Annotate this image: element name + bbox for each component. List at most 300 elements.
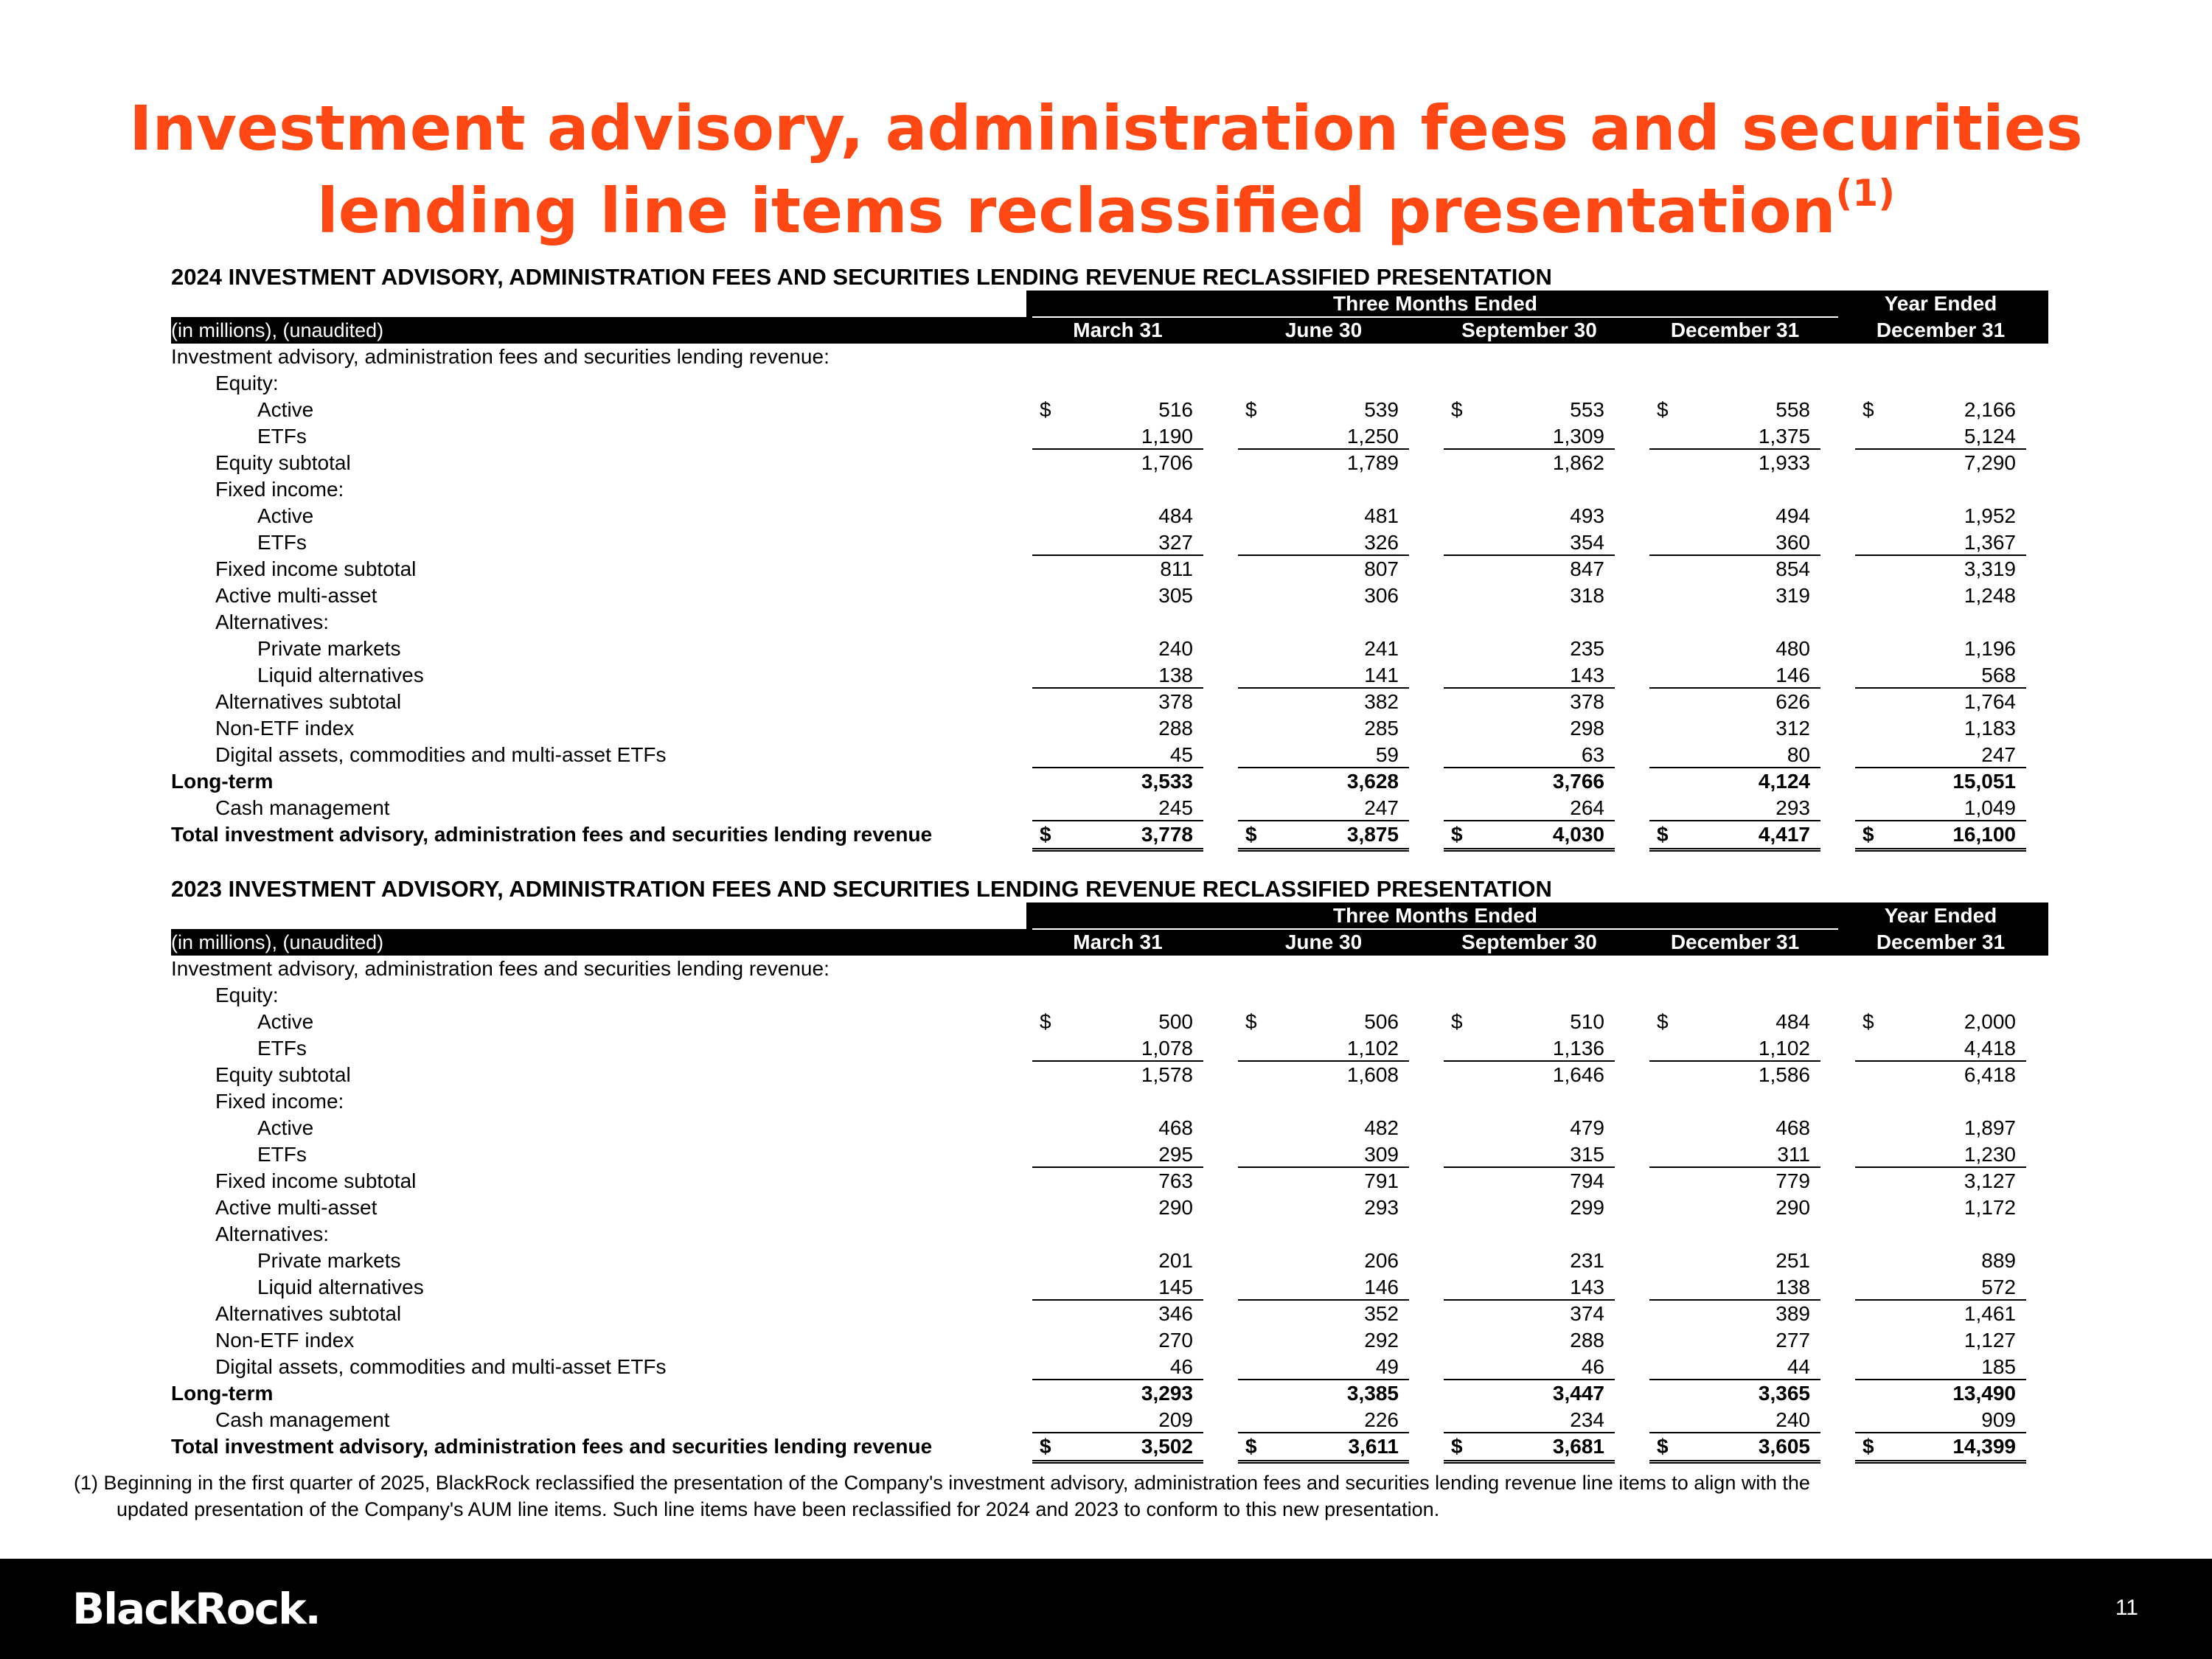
row-label: Equity subtotal [215,1063,351,1086]
row-label: Total investment advisory, administration fees and securities lending revenue [171,1435,933,1458]
cell-value: 305 [1158,584,1193,607]
cell-value: 293 [1775,796,1810,819]
table-row [171,1354,2048,1380]
value-cell [1649,1327,1820,1354]
column-header: June 30 [1284,319,1363,341]
value-cell [1444,1327,1615,1354]
value-cell [1032,554,1203,582]
cell-value: 3,447 [1552,1382,1604,1405]
units-label: (in millions), (unaudited) [171,931,384,953]
cell-value: 791 [1364,1169,1399,1192]
value-cell [1855,1274,2026,1301]
cell-value: 382 [1364,690,1399,713]
cell-value: 231 [1570,1249,1604,1272]
dollar-sign: $ [1040,1010,1051,1033]
dollar-sign: $ [1245,823,1257,846]
value-cell [1649,795,1820,821]
value-cell [1238,1299,1409,1327]
cell-value: 3,778 [1141,823,1193,846]
value-cell [1032,715,1203,742]
cell-value: 3,766 [1552,770,1604,793]
cell-value: 1,461 [1964,1302,2016,1325]
value-cell [1855,767,2026,795]
section-heading: 2024 INVESTMENT ADVISORY, ADMINISTRATION FEES AND SECURITIES LENDING REVENUE RECLASSIFIED PRESENTATION [171,264,1552,290]
table-row [171,529,2048,556]
value-cell [1444,529,1615,556]
value-cell [1649,1274,1820,1301]
cell-value: 277 [1775,1329,1810,1352]
row-label: Active multi-asset [215,1196,378,1219]
dollar-sign: $ [1863,823,1874,846]
cell-value: 2,166 [1964,398,2016,421]
value-cell [1855,1035,2026,1062]
title-footnote-marker: (1) [1835,172,1896,215]
row-label: Fixed income: [215,1090,344,1113]
table-row [171,795,2048,821]
value-cell [1649,1141,1820,1168]
value-cell [1032,1115,1203,1141]
value-cell [1649,1035,1820,1062]
value-cell [1238,795,1409,821]
cell-value: 500 [1158,1010,1193,1033]
table-row [171,1035,2048,1062]
table-row [171,1168,2048,1194]
cell-value: 146 [1364,1276,1399,1298]
table-row [171,1009,2048,1035]
value-cell [1649,448,1820,476]
value-cell [1649,503,1820,529]
cell-value: 241 [1364,637,1399,660]
table-row [171,1380,2048,1407]
row-label: Investment advisory, administration fees and securities lending revenue: [171,345,830,368]
table-row [171,609,2048,636]
cell-value: 468 [1158,1116,1193,1139]
cell-value: 1,102 [1346,1037,1399,1060]
value-cell [1444,1379,1615,1407]
value-cell [1444,397,1615,423]
footnote-line-1: (1) Beginning in the first quarter of 2025, BlackRock reclassified the presentation of the Company's investment advisory, administration fees and securities lending revenue line items to align with the [74,1472,1810,1494]
year-ended-heading: Year Ended [1884,292,1997,315]
cell-value: 1,049 [1964,796,2016,819]
dollar-sign: $ [1451,1010,1463,1033]
table-row [171,397,2048,423]
value-cell [1238,423,1409,450]
table-row [171,1301,2048,1327]
value-cell [1444,767,1615,795]
table-header [171,902,2048,956]
row-label: Non-ETF index [215,717,355,740]
row-label: Active multi-asset [215,584,378,607]
value-cell [1649,1432,1820,1464]
cell-value: 312 [1775,717,1810,740]
value-cell [1444,503,1615,529]
table-row [171,582,2048,609]
dollar-sign: $ [1040,823,1051,846]
value-cell [1444,795,1615,821]
column-header: December 31 [1670,931,1800,953]
value-cell [1444,715,1615,742]
row-label: Liquid alternatives [257,1276,424,1298]
row-label: Fixed income subtotal [215,557,417,580]
value-cell [1238,1115,1409,1141]
row-label: Long-term [171,1382,274,1405]
cell-value: 1,136 [1552,1037,1604,1060]
cell-value: 346 [1158,1302,1193,1325]
value-cell [1444,687,1615,715]
cell-value: 226 [1364,1408,1399,1431]
value-cell [1444,1354,1615,1380]
cell-value: 311 [1777,1143,1810,1166]
cell-value: 6,418 [1964,1063,2016,1086]
value-cell [1855,662,2026,689]
dollar-sign: $ [1245,398,1257,421]
value-cell [1032,423,1203,450]
row-label: Active [257,398,314,421]
cell-value: 209 [1158,1408,1193,1431]
table-row [171,1248,2048,1274]
cell-value: 141 [1364,664,1399,686]
cell-value: 807 [1364,557,1399,580]
value-cell [1238,1327,1409,1354]
value-cell [1238,687,1409,715]
row-label: Active [257,1010,314,1033]
value-cell [1649,742,1820,768]
cell-value: 235 [1570,637,1604,660]
cell-value: 3,319 [1964,557,2016,580]
table-row [171,370,2048,397]
cell-value: 44 [1787,1355,1810,1378]
row-label: Equity subtotal [215,451,351,474]
value-cell [1238,1194,1409,1221]
table-row [171,1115,2048,1141]
cell-value: 298 [1570,717,1604,740]
table-header [171,291,2048,344]
value-cell [1444,1166,1615,1194]
row-label: Investment advisory, administration fees and securities lending revenue: [171,957,830,980]
cell-value: 1,196 [1964,637,2016,660]
table-row [171,636,2048,662]
cell-value: 4,030 [1552,823,1604,846]
value-cell [1649,767,1820,795]
column-header: December 31 [1876,931,2006,953]
value-cell [1238,767,1409,795]
cell-value: 847 [1570,557,1604,580]
cell-value: 299 [1570,1196,1604,1219]
value-cell [1444,554,1615,582]
value-cell [1649,423,1820,450]
table-row [171,662,2048,689]
value-cell [1238,448,1409,476]
cell-value: 1,172 [1964,1196,2016,1219]
value-cell [1855,554,2026,582]
cell-value: 3,533 [1141,770,1193,793]
cell-value: 352 [1364,1302,1399,1325]
cell-value: 290 [1775,1196,1810,1219]
cell-value: 1,375 [1758,425,1810,448]
value-cell [1649,1248,1820,1274]
value-cell [1032,1035,1203,1062]
value-cell [1855,1327,2026,1354]
value-cell [1238,1166,1409,1194]
cell-value: 3,385 [1346,1382,1399,1405]
value-cell [1855,687,2026,715]
cell-value: 4,418 [1964,1037,2016,1060]
cell-value: 309 [1364,1143,1399,1166]
cell-value: 1,862 [1552,451,1604,474]
value-cell [1649,1009,1820,1035]
row-label: Alternatives: [215,611,330,633]
value-cell [1855,423,2026,450]
value-cell [1855,820,2026,852]
cell-value: 1,706 [1141,451,1193,474]
value-cell [1238,742,1409,768]
row-label: Long-term [171,770,274,793]
row-label: Alternatives subtotal [215,1302,402,1325]
value-cell [1032,397,1203,423]
title-line-2 [0,170,2212,252]
value-cell [1649,1407,1820,1433]
table-row [171,503,2048,529]
value-cell [1649,662,1820,689]
cell-value: 3,127 [1964,1169,2016,1192]
value-cell [1855,1060,2026,1088]
cell-value: 3,681 [1552,1435,1604,1458]
dollar-sign: $ [1451,398,1463,421]
cell-value: 539 [1364,398,1399,421]
value-cell [1444,820,1615,852]
cell-value: 479 [1570,1116,1604,1139]
value-cell [1649,1379,1820,1407]
value-cell [1032,767,1203,795]
value-cell [1649,529,1820,556]
row-label: ETFs [257,531,307,554]
value-cell [1855,1299,2026,1327]
row-label: Active [257,504,314,527]
value-cell [1238,1009,1409,1035]
cell-value: 378 [1158,690,1193,713]
cell-value: 1,933 [1758,451,1810,474]
cell-value: 494 [1775,504,1810,527]
cell-value: 13,490 [1952,1382,2016,1405]
cell-value: 484 [1158,504,1193,527]
cell-value: 4,417 [1758,823,1810,846]
value-cell [1238,1248,1409,1274]
table-row [171,1327,2048,1354]
row-label: Active [257,1116,314,1139]
value-cell [1855,448,2026,476]
dollar-sign: $ [1863,398,1874,421]
dollar-sign: $ [1657,398,1669,421]
table-row [171,956,2048,982]
cell-value: 306 [1364,584,1399,607]
cell-value: 5,124 [1964,425,2016,448]
table-row [171,1433,2048,1460]
value-cell [1238,1407,1409,1433]
value-cell [1649,715,1820,742]
value-cell [1032,795,1203,821]
three-months-ended-heading: Three Months Ended [1333,292,1537,315]
dollar-sign: $ [1657,1435,1669,1458]
cell-value: 14,399 [1952,1435,2016,1458]
value-cell [1238,1060,1409,1088]
cell-value: 240 [1158,637,1193,660]
value-cell [1032,1432,1203,1464]
cell-value: 558 [1775,398,1810,421]
value-cell [1444,662,1615,689]
cell-value: 1,608 [1346,1063,1399,1086]
value-cell [1238,582,1409,609]
table-row [171,689,2048,715]
cell-value: 290 [1158,1196,1193,1219]
dollar-sign: $ [1863,1435,1874,1458]
value-cell [1032,1194,1203,1221]
three-months-ended-heading: Three Months Ended [1333,904,1537,927]
table-row [171,1274,2048,1301]
value-cell [1444,1141,1615,1168]
value-cell [1032,742,1203,768]
cell-value: 2,000 [1964,1010,2016,1033]
value-cell [1855,1379,2026,1407]
cell-value: 315 [1570,1143,1604,1166]
row-label: ETFs [257,425,307,448]
column-header: December 31 [1670,319,1800,341]
value-cell [1032,448,1203,476]
cell-value: 481 [1364,504,1399,527]
cell-value: 493 [1570,504,1604,527]
footnote [74,1470,2168,1523]
value-cell [1032,1248,1203,1274]
cell-value: 854 [1775,557,1810,580]
value-cell [1444,1299,1615,1327]
table-row [171,821,2048,848]
row-label: Alternatives subtotal [215,690,402,713]
value-cell [1855,397,2026,423]
cell-value: 234 [1570,1408,1604,1431]
row-label: Cash management [215,796,390,819]
value-cell [1444,1407,1615,1433]
cell-value: 3,365 [1758,1382,1810,1405]
title-line-2-text: lending line items reclassified presentation [316,175,1836,247]
cell-value: 360 [1775,531,1810,554]
value-cell [1649,1194,1820,1221]
cell-value: 145 [1158,1276,1193,1298]
cell-value: 378 [1570,690,1604,713]
value-cell [1032,662,1203,689]
table-row [171,768,2048,795]
cell-value: 292 [1364,1329,1399,1352]
value-cell [1032,1299,1203,1327]
year-ended-heading: Year Ended [1884,904,1997,927]
value-cell [1855,1194,2026,1221]
value-cell [1238,1379,1409,1407]
value-cell [1855,582,2026,609]
cell-value: 3,605 [1758,1435,1810,1458]
row-label: Liquid alternatives [257,664,424,686]
cell-value: 318 [1570,584,1604,607]
value-cell [1238,554,1409,582]
cell-value: 1,078 [1141,1037,1193,1060]
table-row [171,1194,2048,1221]
dollar-sign: $ [1657,823,1669,846]
value-cell [1032,1407,1203,1433]
row-label: Equity: [215,984,279,1006]
footnote-line-2: updated presentation of the Company's AUM line items. Such line items have been reclassified for 2024 and 2023 to conform to this new presentation. [116,1498,1440,1520]
value-cell [1444,636,1615,662]
cell-value: 1,646 [1552,1063,1604,1086]
table-row [171,450,2048,476]
cell-value: 1,309 [1552,425,1604,448]
value-cell [1032,582,1203,609]
row-label: Private markets [257,637,401,660]
value-cell [1032,529,1203,556]
column-header: September 30 [1461,931,1597,953]
row-label: Equity: [215,372,279,394]
table-row [171,742,2048,768]
row-label: ETFs [257,1037,307,1060]
row-label: Digital assets, commodities and multi-asset ETFs [215,743,667,766]
value-cell [1855,1432,2026,1464]
value-cell [1032,1354,1203,1380]
cell-value: 46 [1581,1355,1604,1378]
value-cell [1855,795,2026,821]
cell-value: 1,250 [1346,425,1399,448]
value-cell [1238,715,1409,742]
cell-value: 46 [1169,1355,1193,1378]
cell-value: 1,367 [1964,531,2016,554]
value-cell [1032,1141,1203,1168]
value-cell [1032,636,1203,662]
cell-value: 245 [1158,796,1193,819]
cell-value: 293 [1364,1196,1399,1219]
value-cell [1444,423,1615,450]
value-cell [1444,742,1615,768]
value-cell [1444,582,1615,609]
section-heading: 2023 INVESTMENT ADVISORY, ADMINISTRATION FEES AND SECURITIES LENDING REVENUE RECLASSIFIED PRESENTATION [171,876,1552,902]
value-cell [1238,820,1409,852]
cell-value: 270 [1158,1329,1193,1352]
value-cell [1649,1166,1820,1194]
value-cell [1649,636,1820,662]
value-cell [1238,1035,1409,1062]
value-cell [1855,742,2026,768]
cell-value: 572 [1981,1276,2016,1298]
value-cell [1032,1166,1203,1194]
value-cell [1855,1248,2026,1274]
value-cell [1444,1194,1615,1221]
page-title [0,87,2212,252]
row-label: Cash management [215,1408,390,1431]
value-cell [1238,636,1409,662]
value-cell [1649,1115,1820,1141]
cell-value: 516 [1158,398,1193,421]
value-cell [1649,1060,1820,1088]
dollar-sign: $ [1245,1010,1257,1033]
cell-value: 568 [1981,664,2016,686]
row-label: Digital assets, commodities and multi-asset ETFs [215,1355,667,1378]
row-label: Fixed income: [215,478,344,501]
value-cell [1444,1060,1615,1088]
row-label: Private markets [257,1249,401,1272]
cell-value: 15,051 [1952,770,2016,793]
value-cell [1032,1327,1203,1354]
column-header: June 30 [1284,931,1363,953]
value-cell [1238,397,1409,423]
dollar-sign: $ [1040,1435,1051,1458]
value-cell [1855,1115,2026,1141]
cell-value: 1,897 [1964,1116,2016,1139]
cell-value: 264 [1570,796,1604,819]
value-cell [1855,1354,2026,1380]
